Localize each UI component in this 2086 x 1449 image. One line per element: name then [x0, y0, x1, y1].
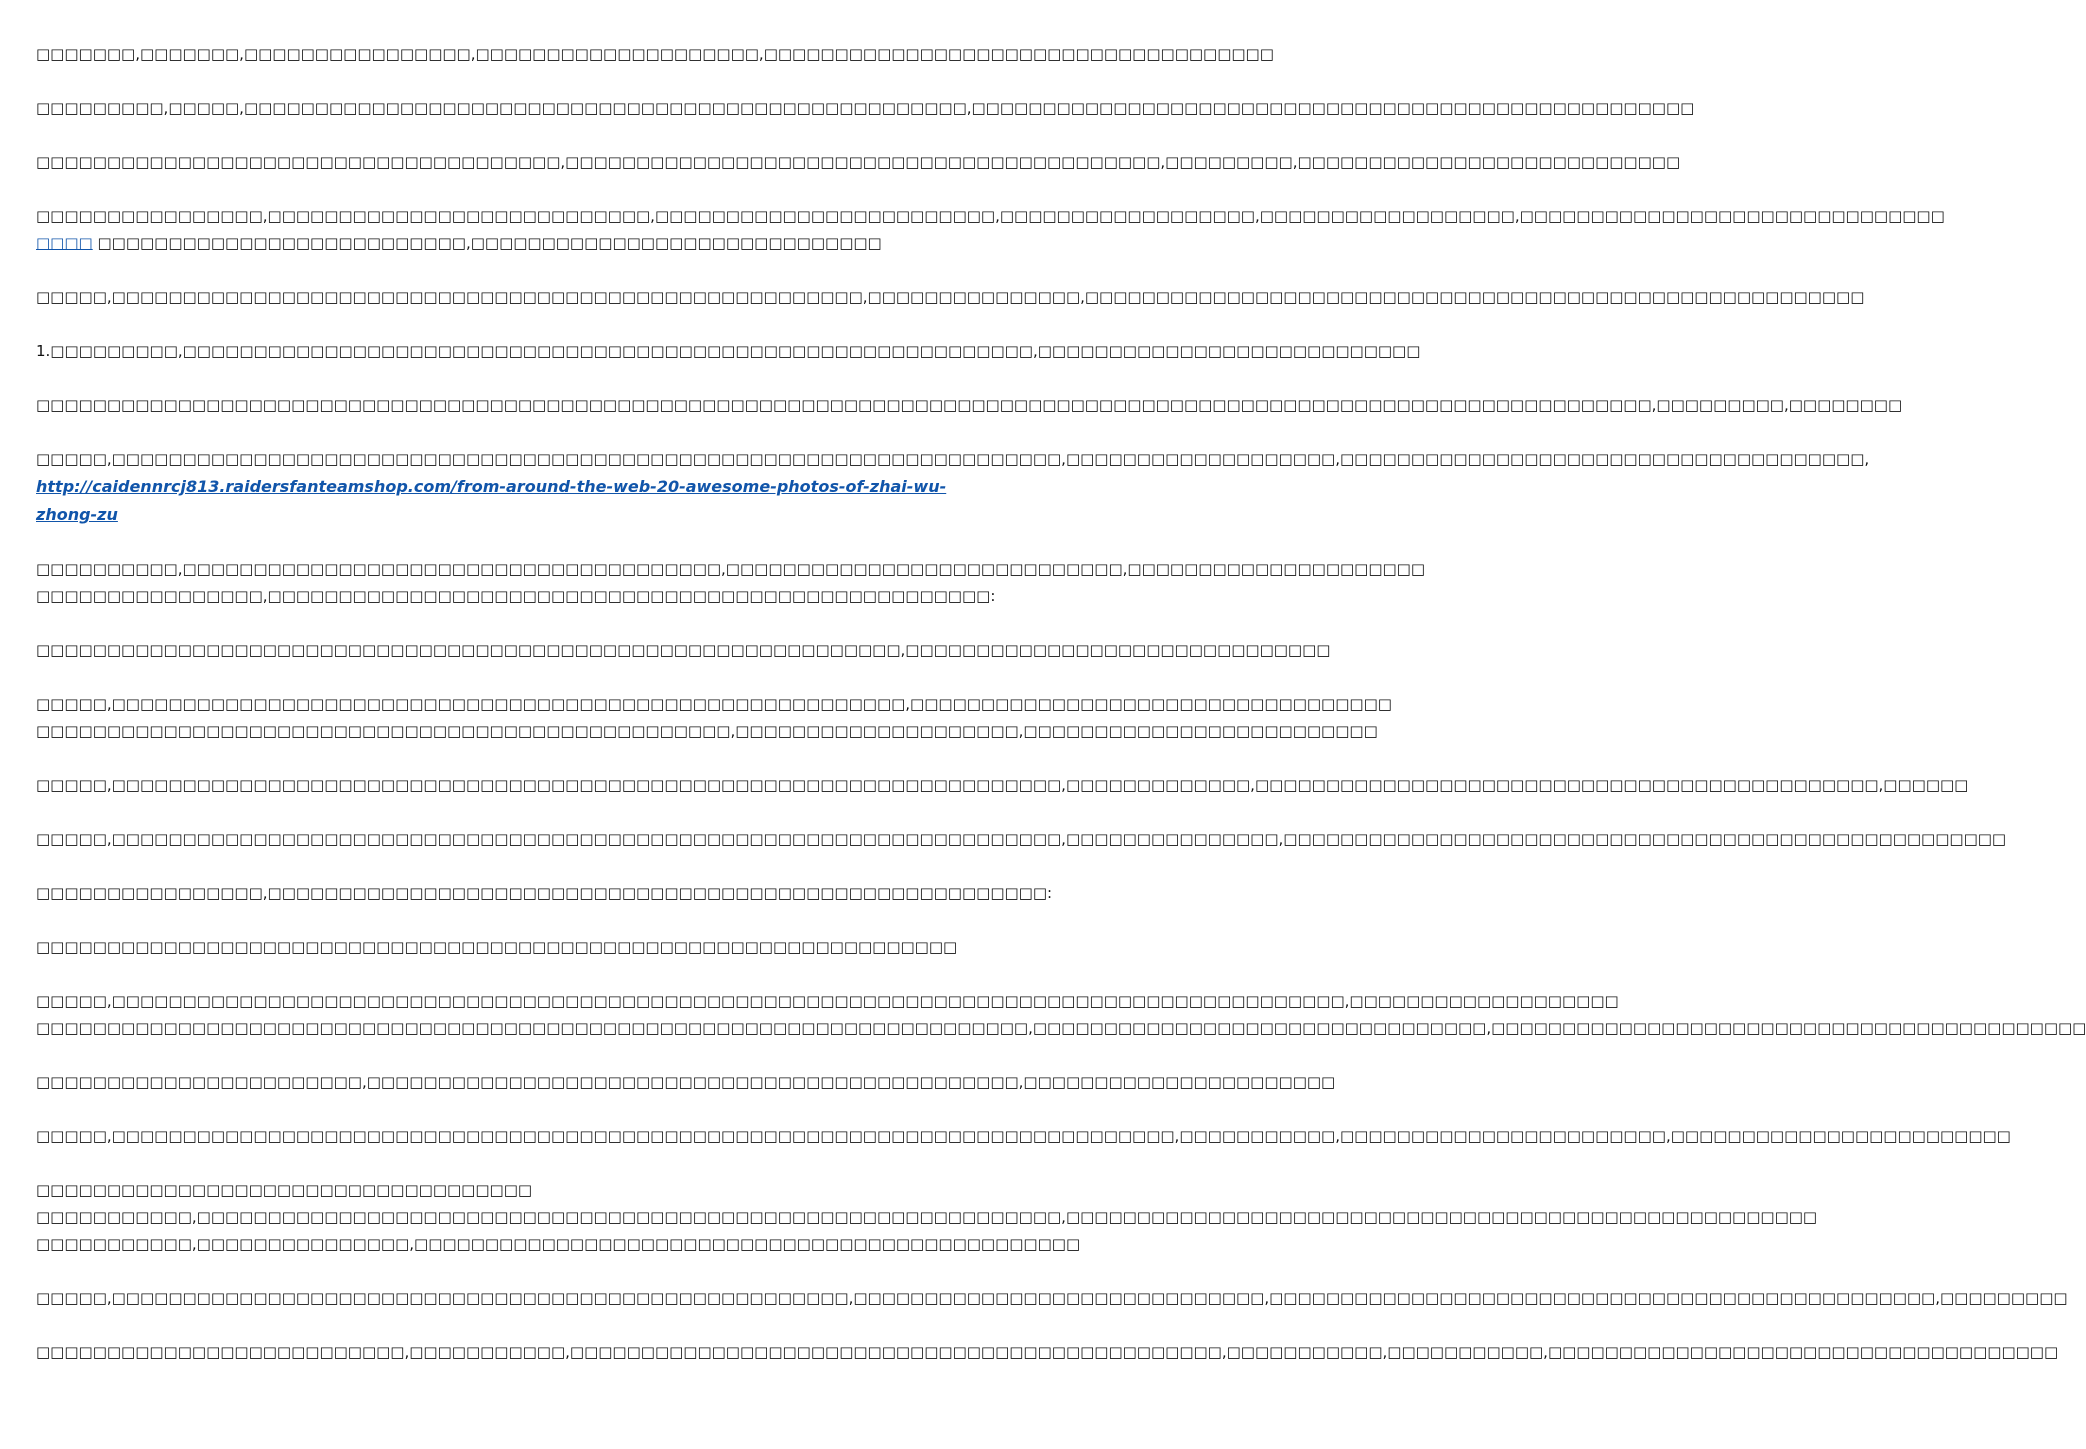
paragraph-4-tail: □□□□□□□□□□□□□□□□□□□□□□□□□□,□□□□□□□□□□□□□□□□□□□□□□□□□□□□□ — [92, 234, 882, 252]
paragraph-1-line: □□□□□□□,□□□□□□□,□□□□□□□□□□□□□□□□,□□□□□□□□□□□□□□□□□□□□,□□□□□□□□□□□□□□□□□□□□□□□□□□□□□□□□□□□□ — [36, 45, 1274, 63]
paragraph-21-line: □□□□□□□□□□□□□□□□□□□□□□□□□□,□□□□□□□□□□□,□□□□□□□□□□□□□□□□□□□□□□□□□□□□□□□□□□□□□□□□□□□□□□,□□□□□□□□□□□,□□□□□□□□□□□,□□□□□□□□□□□□□□□□□□□□□□□□□□□□□□□□□□□□ — [36, 1343, 2059, 1361]
paragraph-14-line: □□□□□□□□□□□□□□□□,□□□□□□□□□□□□□□□□□□□□□□□□□□□□□□□□□□□□□□□□□□□□□□□□□□□□□□□: — [36, 884, 1053, 902]
paragraph-19-line-3: □□□□□□□□□□□,□□□□□□□□□□□□□□□,□□□□□□□□□□□□□□□□□□□□□□□□□□□□□□□□□□□□□□□□□□□□□□□ — [36, 1235, 1081, 1253]
paragraph-16-line-1: □□□□□,□□□□□□□□□□□□□□□□□□□□□□□□□□□□□□□□□□□□□□□□□□□□□□□□□□□□□□□□□□□□□□□□□□□□□□□□□□□□□□□□□□□□□□□,□□□□□□□□□□□□□□□□□□□ — [36, 992, 1619, 1010]
paragraph-15-line: □□□□□□□□□□□□□□□□□□□□□□□□□□□□□□□□□□□□□□□□□□□□□□□□□□□□□□□□□□□□□□□□□ — [36, 938, 958, 956]
paragraph-11-line-2: □□□□□□□□□□□□□□□□□□□□□□□□□□□□□□□□□□□□□□□□□□□□□□□□□,□□□□□□□□□□□□□□□□□□□□,□□□□□□□□□□□□□□□□□□□□□□□□□ — [36, 722, 1378, 740]
paragraph-14 — [36, 880, 1053, 907]
paragraph-4 — [36, 203, 1945, 257]
document-content — [36, 41, 2086, 1393]
paragraph-17 — [36, 1069, 1336, 1096]
paragraph-20 — [36, 1285, 2068, 1312]
paragraph-9 — [36, 556, 1426, 610]
paragraph-11 — [36, 691, 1392, 745]
paragraph-5 — [36, 284, 1865, 311]
paragraph-3 — [36, 149, 1681, 176]
url-link[interactable]: http://caidennrcj813.raidersfanteamshop.com/from-around-the-web-20-awesome-photos-of-zhai-wu-zhong-zu — [36, 477, 947, 524]
paragraph-7 — [36, 392, 1903, 419]
paragraph-2 — [36, 95, 1695, 122]
paragraph-12 — [36, 772, 1969, 799]
paragraph-21 — [36, 1339, 2059, 1366]
paragraph-6 — [36, 338, 1421, 365]
inline-link[interactable]: □□□□ — [36, 234, 93, 252]
paragraph-4-line: □□□□□□□□□□□□□□□□,□□□□□□□□□□□□□□□□□□□□□□□□□□□,□□□□□□□□□□□□□□□□□□□□□□□□,□□□□□□□□□□□□□□□□□□,□□□□□□□□□□□□□□□□□□,□□□□□□□□□□□□□□□□□□□□□□□□□□□□□□ — [36, 207, 1945, 225]
paragraph-12-line: □□□□□,□□□□□□□□□□□□□□□□□□□□□□□□□□□□□□□□□□□□□□□□□□□□□□□□□□□□□□□□□□□□□□□□□□□,□□□□□□□□□□□□□,□□□□□□□□□□□□□□□□□□□□□□□□□□□□□□□□□□□□□□□□□□□□,□□□□□□ — [36, 776, 1969, 794]
paragraph-20-line: □□□□□,□□□□□□□□□□□□□□□□□□□□□□□□□□□□□□□□□□□□□□□□□□□□□□□□□□□□,□□□□□□□□□□□□□□□□□□□□□□□□□□□□□,□□□□□□□□□□□□□□□□□□□□□□□□□□□□□□□□□□□□□□□□□□□□□□□,□□□□□□□□□ — [36, 1289, 2068, 1307]
paragraph-1 — [36, 41, 1274, 68]
paragraph-13 — [36, 826, 2007, 853]
paragraph-18 — [36, 1123, 2011, 1150]
paragraph-5-line: □□□□□,□□□□□□□□□□□□□□□□□□□□□□□□□□□□□□□□□□□□□□□□□□□□□□□□□□□□□,□□□□□□□□□□□□□□□,□□□□□□□□□□□□□□□□□□□□□□□□□□□□□□□□□□□□□□□□□□□□□□□□□□□□□□□ — [36, 288, 1865, 306]
paragraph-7-line: □□□□□□□□□□□□□□□□□□□□□□□□□□□□□□□□□□□□□□□□□□□□□□□□□□□□□□□□□□□□□□□□□□□□□□□□□□□□□□□□□□□□□□□□□□□□□□□□□□□□□□□□□□□□□□□□□□,□□□□□□□□□,□□□□□□□□ — [36, 396, 1903, 414]
paragraph-10 — [36, 637, 1331, 664]
paragraph-16-line-2: □□□□□□□□□□□□□□□□□□□□□□□□□□□□□□□□□□□□□□□□□□□□□□□□□□□□□□□□□□□□□□□□□□□□□□,□□□□□□□□□□□□□□□□□□□□□□□□□□□□□□□□,□□□□□□□□□□□□□□□□□□□□□□□□□□□□□□□□□□□□□□□□□□ — [36, 1019, 2086, 1037]
paragraph-4-line-2 — [36, 230, 989, 257]
paragraph-2-line: □□□□□□□□□,□□□□□,□□□□□□□□□□□□□□□□□□□□□□□□□□□□□□□□□□□□□□□□□□□□□□□□□□□,□□□□□□□□□□□□□□□□□□□□□□□□□□□□□□□□□□□□□□□□□□□□□□□□□□□ — [36, 99, 1695, 117]
paragraph-17-line: □□□□□□□□□□□□□□□□□□□□□□□,□□□□□□□□□□□□□□□□□□□□□□□□□□□□□□□□□□□□□□□□□□□□□□,□□□□□□□□□□□□□□□□□□□□□□ — [36, 1073, 1336, 1091]
paragraph-9-line-1: □□□□□□□□□□,□□□□□□□□□□□□□□□□□□□□□□□□□□□□□□□□□□□□□□,□□□□□□□□□□□□□□□□□□□□□□□□□□□□,□□□□□□□□□□□□□□□□□□□□□ — [36, 560, 1426, 578]
paragraph-8-line: □□□□□,□□□□□□□□□□□□□□□□□□□□□□□□□□□□□□□□□□□□□□□□□□□□□□□□□□□□□□□□□□□□□□□□□□□,□□□□□□□□□□□□□□□□□□□,□□□□□□□□□□□□□□□□□□□□□□□□□□□□□□□□□□□□□, — [36, 450, 1870, 468]
paragraph-8 — [36, 446, 1870, 529]
paragraph-11-line-1: □□□□□,□□□□□□□□□□□□□□□□□□□□□□□□□□□□□□□□□□□□□□□□□□□□□□□□□□□□□□□□,□□□□□□□□□□□□□□□□□□□□□□□□□□□□□□□□□□ — [36, 695, 1392, 713]
paragraph-3-line: □□□□□□□□□□□□□□□□□□□□□□□□□□□□□□□□□□□□□,□□□□□□□□□□□□□□□□□□□□□□□□□□□□□□□□□□□□□□□□□□,□□□□□□□□□,□□□□□□□□□□□□□□□□□□□□□□□□□□□ — [36, 153, 1681, 171]
paragraph-19 — [36, 1177, 1818, 1258]
paragraph-9-line-2: □□□□□□□□□□□□□□□□,□□□□□□□□□□□□□□□□□□□□□□□□□□□□□□□□□□□□□□□□□□□□□□□□□□□: — [36, 587, 996, 605]
paragraph-16 — [36, 988, 2086, 1042]
paragraph-10-line: □□□□□□□□□□□□□□□□□□□□□□□□□□□□□□□□□□□□□□□□□□□□□□□□□□□□□□□□□□□□□,□□□□□□□□□□□□□□□□□□□□□□□□□□□□□□ — [36, 641, 1331, 659]
paragraph-19-line-1: □□□□□□□□□□□□□□□□□□□□□□□□□□□□□□□□□□□ — [36, 1181, 533, 1199]
paragraph-15 — [36, 934, 989, 961]
paragraph-6-line: 1.□□□□□□□□□,□□□□□□□□□□□□□□□□□□□□□□□□□□□□□□□□□□□□□□□□□□□□□□□□□□□□□□□□□□□□,□□□□□□□□□□□□□□□□□□□□□□□□□□□ — [36, 342, 1421, 360]
paragraph-13-line: □□□□□,□□□□□□□□□□□□□□□□□□□□□□□□□□□□□□□□□□□□□□□□□□□□□□□□□□□□□□□□□□□□□□□□□□□,□□□□□□□□□□□□□□□,□□□□□□□□□□□□□□□□□□□□□□□□□□□□□□□□□□□□□□□□□□□□□□□□□□□ — [36, 830, 2007, 848]
paragraph-19-line-2: □□□□□□□□□□□,□□□□□□□□□□□□□□□□□□□□□□□□□□□□□□□□□□□□□□□□□□□□□□□□□□□□□□□□□□□□□,□□□□□□□□□□□□□□□□□□□□□□□□□□□□□□□□□□□□□□□□□□□□□□□□□□□□□ — [36, 1208, 1818, 1226]
paragraph-18-line: □□□□□,□□□□□□□□□□□□□□□□□□□□□□□□□□□□□□□□□□□□□□□□□□□□□□□□□□□□□□□□□□□□□□□□□□□□□□□□□□□,□□□□□□□□□□□,□□□□□□□□□□□□□□□□□□□□□□□,□□□□□□□□□□□□□□□□□□□□□□□□ — [36, 1127, 2011, 1145]
